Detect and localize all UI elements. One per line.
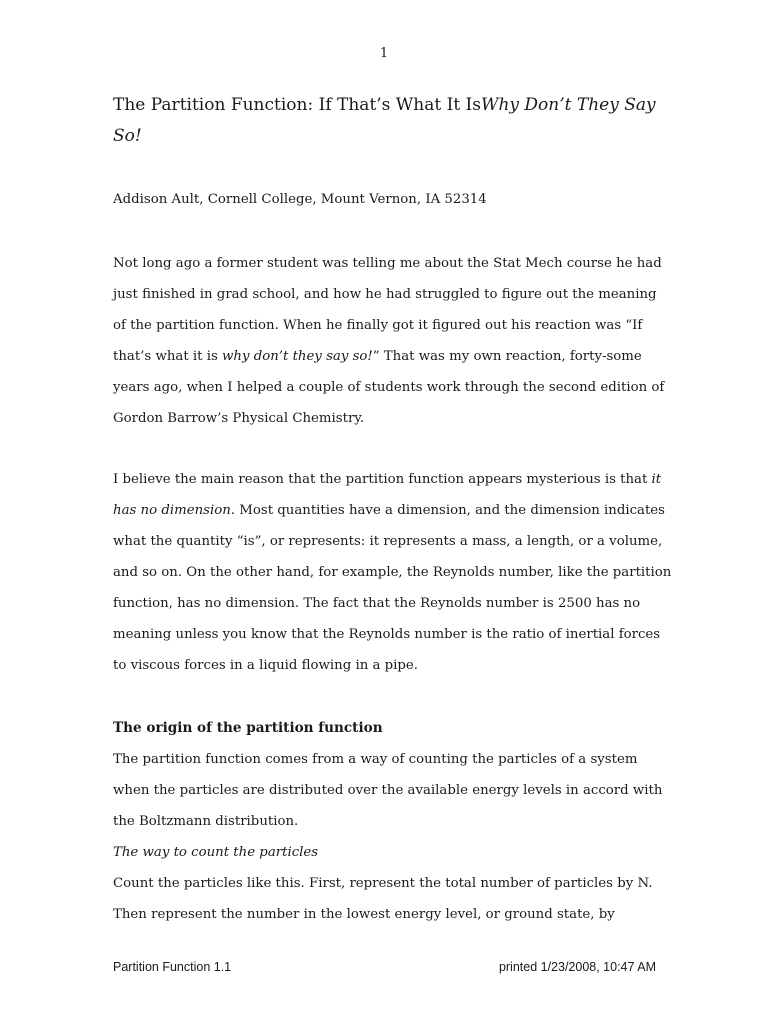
paragraph-2 <box>113 464 673 681</box>
paragraph-2-italic: it has no dimension <box>113 472 662 518</box>
subheading-count-particles: The way to count the particles <box>113 845 319 860</box>
author-line: Addison Ault, Cornell College, Mount Vernon, IA 52314 <box>113 192 487 207</box>
paragraph-1 <box>113 248 673 434</box>
paragraph-3: The partition function comes from a way of counting the particles of a system when the particles are distributed over the available energy levels in accord with the Boltzmann distribution. <box>113 752 663 829</box>
paragraph-1-text-b: ” That was my own reaction, forty-some years ago, when I helped a couple of students work through the second edition of Gordon Barrow’s Physical Chemistry. <box>113 349 665 426</box>
document-title <box>113 90 673 152</box>
paragraph-4: Count the particles like this. First, represent the total number of particles by N. Then represent the number in the lowest energy level, or ground state, by <box>113 876 653 922</box>
footer-doc-name: Partition Function 1.1 <box>113 960 232 974</box>
footer-print-date: printed 1/23/2008, 10:47 AM <box>498 960 656 974</box>
page-number: 1 <box>379 46 389 61</box>
paragraph-1-italic: why don’t they say so! <box>222 349 373 364</box>
paragraph-2-text-a: I believe the main reason that the partition function appears mysterious is that <box>113 472 652 487</box>
title-main: The Partition Function: If That’s What It Is <box>113 95 481 115</box>
paragraph-2-text-b: . Most quantities have a dimension, and the dimension indicates what the quantity “is”, or represents: it represents a mass, a length, or a volume, and so on. On the other hand, for example, the Reynolds number, like the partition function, has no dimension. The fact that the Reynolds number is 2500 has no meaning unless you know that the Reynolds number is the ratio of inertial forces to viscous forces in a liquid flowing in a pipe. <box>113 503 672 673</box>
section-heading-origin: The origin of the partition function <box>113 720 383 736</box>
title-italic: Why Don’t They Say So! <box>113 95 656 146</box>
paragraph-1-text-a: Not long ago a former student was telling me about the Stat Mech course he had just finished in grad school, and how he had struggled to figure out the meaning of the partition function. When he finally got it figured out his reaction was “If that’s what it is <box>113 256 662 364</box>
